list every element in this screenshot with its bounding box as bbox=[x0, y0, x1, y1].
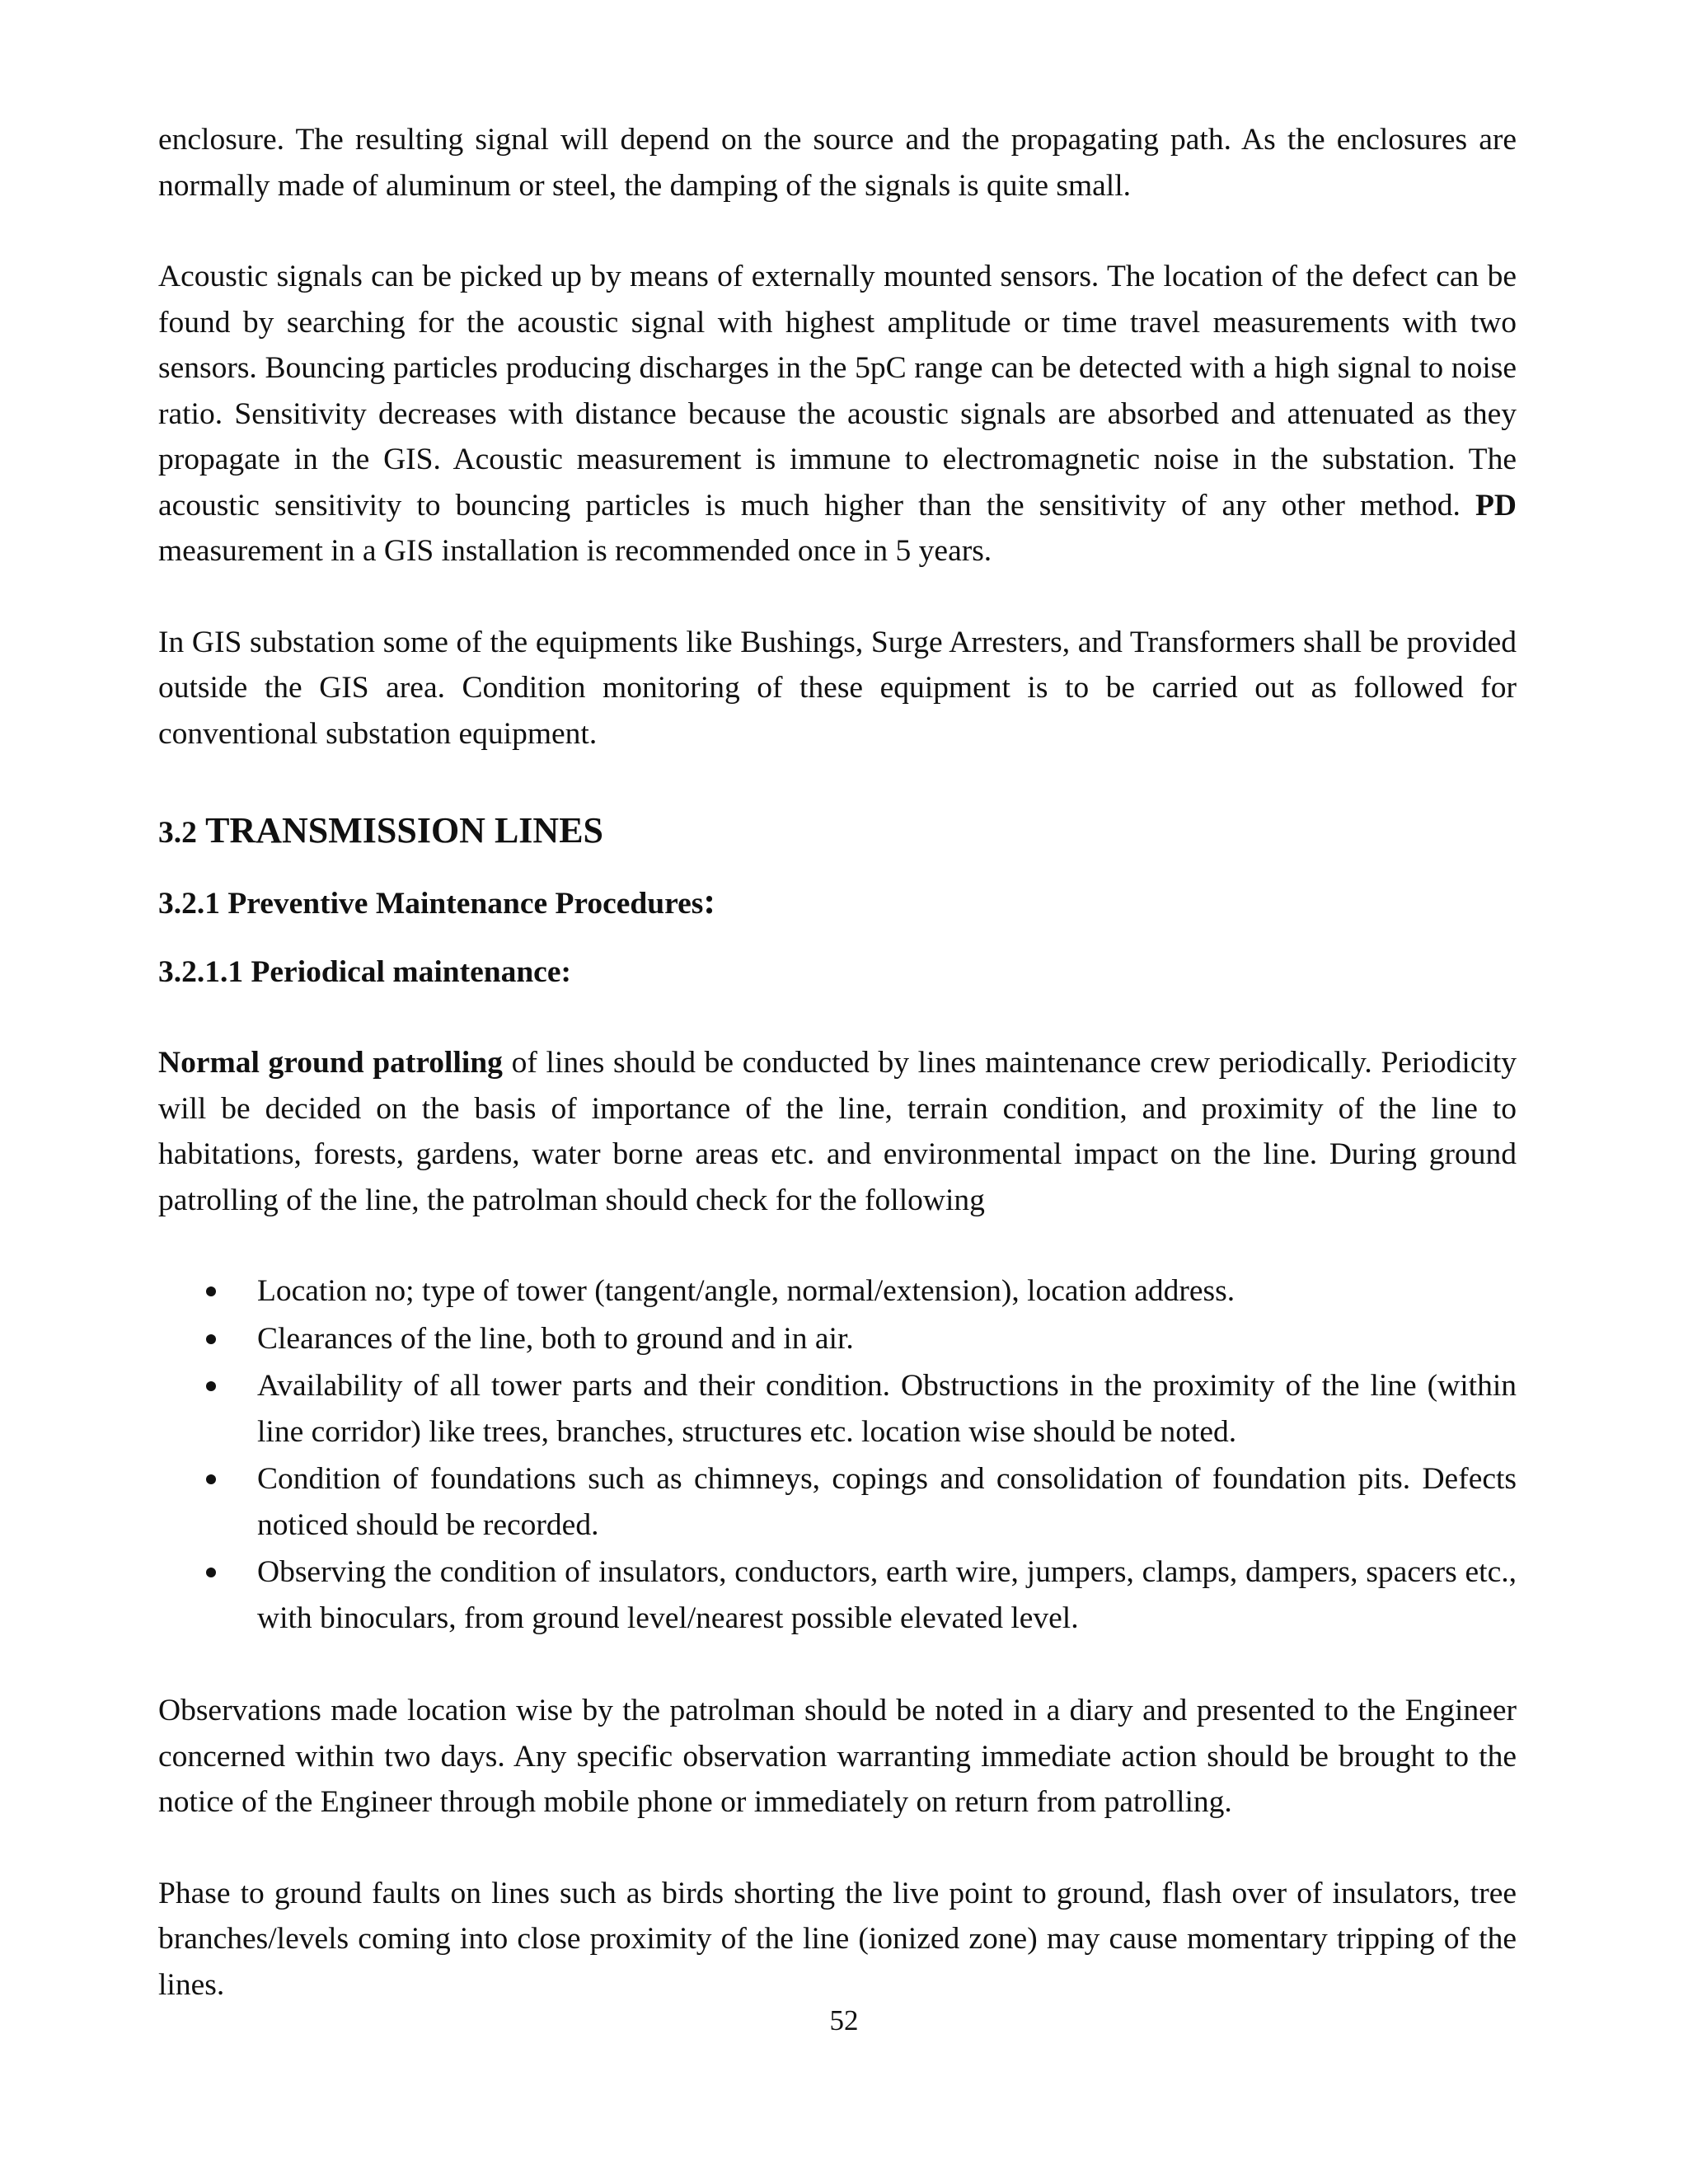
paragraph-phase-to-ground: Phase to ground faults on lines such as birds shorting the live point to ground, flash over of insulators, tree branches/levels coming into close proximity of the line (ionized zone) may cause momentary tripping of the lines. bbox=[158, 1876, 1517, 2002]
list-item bbox=[158, 1549, 1517, 1641]
section-number: 3.2 bbox=[158, 816, 197, 850]
subsection-title: 3.2.1 Preventive Maintenance Procedures bbox=[158, 887, 704, 921]
section-heading bbox=[158, 808, 1517, 855]
pd-bold: PD bbox=[1475, 488, 1517, 523]
patrol-checklist bbox=[158, 1268, 1517, 1641]
section-title: TRANSMISSION LINES bbox=[205, 810, 604, 851]
list-item bbox=[158, 1316, 1517, 1362]
ground-patrolling-text: of lines should be conducted by lines maintenance crew periodically. Periodicity will be decided on the basis of importance of the line, terrain condition, and proximity of the line to habitations, forests, gardens, water borne areas etc. and environmental impact on the line. During ground patrolling of the line, the patrolman should check for the following bbox=[158, 1046, 1517, 1217]
paragraph-gis-substation: In GIS substation some of the equipments like Bushings, Surge Arresters, and Transformers shall be provided outside the GIS area. Condition monitoring of these equipment is to be carried out as followed for conventional substation equipment. bbox=[158, 625, 1517, 751]
bullet-icon bbox=[206, 1334, 216, 1344]
paragraph-acoustic-signals bbox=[158, 254, 1517, 574]
subsection-colon: : bbox=[703, 881, 715, 921]
bullet-icon bbox=[206, 1474, 216, 1484]
paragraph-observations: Observations made location wise by the patrolman should be noted in a diary and presented to the Engineer concerned within two days. Any specific observation warranting immediate action should be brought to the notice of the Engineer through mobile phone or immediately on return from patrolling. bbox=[158, 1694, 1517, 1819]
list-item-text: Observing the condition of insulators, conductors, earth wire, jumpers, clamps, dampers, spacers etc., with binoculars, from ground level/nearest possible elevated level. bbox=[257, 1555, 1517, 1635]
document-page bbox=[158, 117, 1517, 2008]
subsection-heading bbox=[158, 879, 1517, 926]
bullet-icon bbox=[206, 1381, 216, 1391]
list-item-text: Clearances of the line, both to ground and in air. bbox=[257, 1321, 854, 1356]
list-item bbox=[158, 1363, 1517, 1455]
subsubsection-heading: 3.2.1.1 Periodical maintenance: bbox=[158, 955, 571, 989]
paragraph-ground-patrolling bbox=[158, 1040, 1517, 1223]
list-item bbox=[158, 1456, 1517, 1548]
paragraph-enclosure: enclosure. The resulting signal will depend on the source and the propagating path. As the enclosures are normally made of aluminum or steel, the damping of the signals is quite small. bbox=[158, 123, 1517, 203]
list-item-text: Availability of all tower parts and their condition. Obstructions in the proximity of the line (within line corridor) like trees, branches, structures etc. location wise should be noted. bbox=[257, 1369, 1517, 1449]
list-item-text: Condition of foundations such as chimneys, copings and consolidation of foundation pits. Defects noticed should be recorded. bbox=[257, 1462, 1517, 1542]
bullet-icon bbox=[206, 1568, 216, 1577]
pd-measurement-text: measurement in a GIS installation is recommended once in 5 years. bbox=[158, 534, 992, 568]
list-item bbox=[158, 1268, 1517, 1315]
page-number: 52 bbox=[829, 2004, 859, 2036]
list-item-text: Location no; type of tower (tangent/angle, normal/extension), location address. bbox=[257, 1274, 1236, 1308]
ground-patrolling-bold: Normal ground patrolling bbox=[158, 1046, 503, 1080]
bullet-icon bbox=[206, 1286, 216, 1296]
acoustic-text: Acoustic signals can be picked up by means of externally mounted sensors. The location of the defect can be found by searching for the acoustic signal with highest amplitude or time travel measurements with two sensors. Bouncing particles producing discharges in the 5pC range can be detected with a high signal to noise ratio. Sensitivity decreases with distance because the acoustic signals are absorbed and attenuated as they propagate in the GIS. Acoustic measurement is immune to electromagnetic noise in the substation. The acoustic sensitivity to bouncing particles is much higher than the sensitivity of any other method. bbox=[158, 260, 1517, 523]
